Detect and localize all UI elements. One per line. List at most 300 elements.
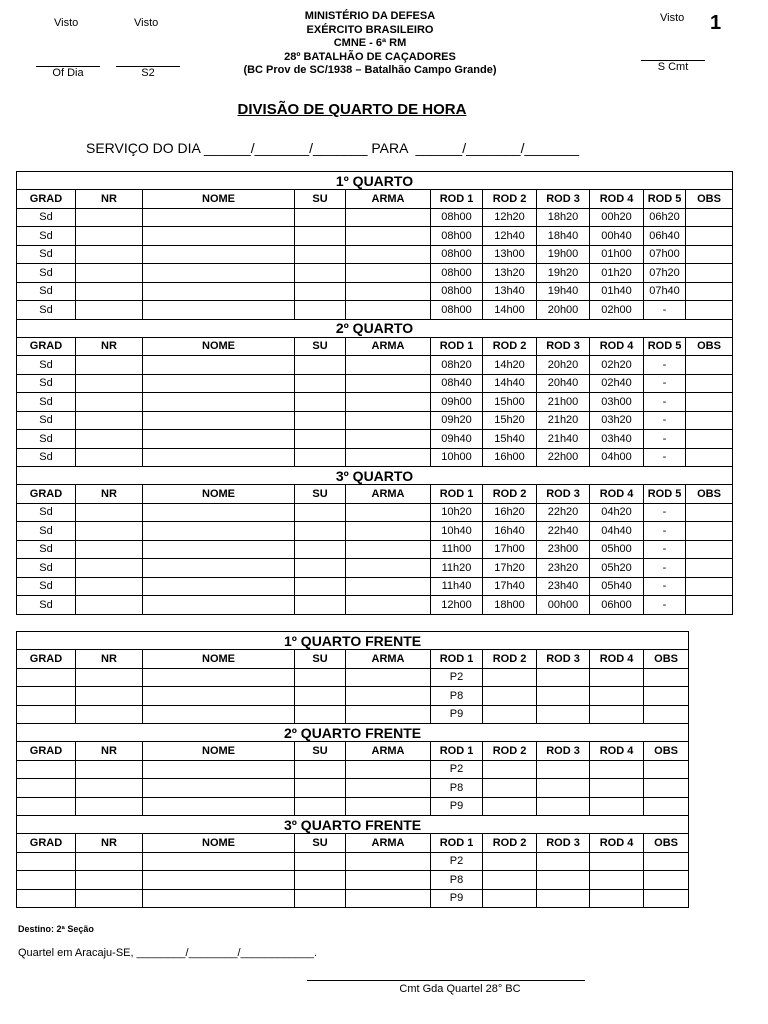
table-cell	[295, 282, 346, 301]
visto-label-s-cmt: Visto	[660, 12, 685, 24]
table-cell: Sd	[17, 374, 76, 393]
table-cell: P8	[431, 871, 483, 890]
column-header: ROD 4	[590, 337, 644, 356]
table-cell	[537, 705, 590, 724]
table-cell	[346, 871, 431, 890]
table-cell	[76, 540, 143, 559]
table-cell	[590, 668, 644, 687]
table-row	[17, 448, 733, 467]
header-line: EXÉRCITO BRASILEIRO	[306, 23, 434, 36]
column-header: OBS	[686, 485, 733, 504]
table-cell	[76, 208, 143, 227]
table-cell: 22h00	[537, 448, 590, 467]
column-header: SU	[295, 742, 346, 761]
column-header: GRAD	[17, 834, 76, 853]
header-line: 28º BATALHÃO DE CAÇADORES	[284, 50, 456, 63]
table-row	[17, 797, 689, 816]
table-cell	[76, 393, 143, 412]
column-header: OBS	[686, 337, 733, 356]
table-cell	[295, 687, 346, 706]
table-cell	[686, 430, 733, 449]
column-header: SU	[295, 834, 346, 853]
table-cell	[143, 779, 295, 798]
table-cell	[686, 227, 733, 246]
table-cell	[143, 596, 295, 615]
table-cell	[295, 871, 346, 890]
table-cell	[295, 208, 346, 227]
table-cell: 04h20	[590, 503, 644, 522]
table-row	[17, 540, 733, 559]
visto-label-of-dia: Visto	[54, 17, 79, 29]
section-title: 1º QUARTO	[17, 172, 733, 190]
table-cell	[483, 797, 537, 816]
table-row	[17, 760, 689, 779]
table-cell	[346, 264, 431, 283]
table-cell	[686, 577, 733, 596]
page-number: 1	[710, 12, 722, 34]
column-header: OBS	[686, 190, 733, 209]
table-cell	[76, 264, 143, 283]
table-cell	[346, 245, 431, 264]
table-cell: 19h40	[537, 282, 590, 301]
table-cell	[143, 540, 295, 559]
table-cell	[686, 245, 733, 264]
table-cell	[143, 374, 295, 393]
table-cell: Sd	[17, 411, 76, 430]
table-cell	[686, 208, 733, 227]
table-cell	[483, 687, 537, 706]
table-cell	[346, 393, 431, 412]
column-header: SU	[295, 337, 346, 356]
column-header: OBS	[644, 834, 689, 853]
table-row	[17, 577, 733, 596]
table-cell	[686, 356, 733, 375]
table-cell	[346, 356, 431, 375]
signature-label-s-cmt: S Cmt	[657, 61, 689, 73]
table-cell	[143, 430, 295, 449]
table-cell: 23h20	[537, 559, 590, 578]
table-cell	[295, 374, 346, 393]
table-cell: -	[644, 559, 686, 578]
table-cell	[143, 705, 295, 724]
table-cell	[17, 889, 76, 908]
table-cell	[295, 779, 346, 798]
table-cell: 02h00	[590, 301, 644, 320]
section-title-row	[17, 172, 733, 190]
table-row	[17, 705, 689, 724]
table-cell	[346, 687, 431, 706]
table-cell	[537, 760, 590, 779]
table-cell	[143, 687, 295, 706]
table-cell: -	[644, 577, 686, 596]
column-header: ROD 5	[644, 337, 686, 356]
table-row	[17, 687, 689, 706]
column-header-row	[17, 742, 689, 761]
table-cell	[295, 245, 346, 264]
table-cell	[483, 668, 537, 687]
table-cell: 04h40	[590, 522, 644, 541]
table-cell	[76, 889, 143, 908]
table-cell	[17, 779, 76, 798]
table-cell	[143, 852, 295, 871]
column-header: ROD 3	[537, 742, 590, 761]
table-cell	[143, 301, 295, 320]
column-header: ARMA	[346, 337, 431, 356]
table-cell	[143, 503, 295, 522]
table-cell: 08h00	[431, 227, 483, 246]
table-cell: 15h00	[483, 393, 537, 412]
table-cell	[483, 889, 537, 908]
column-header: SU	[295, 190, 346, 209]
table-row	[17, 503, 733, 522]
column-header-row	[17, 190, 733, 209]
column-header: NOME	[143, 485, 295, 504]
column-header: NOME	[143, 337, 295, 356]
table-cell: 17h40	[483, 577, 537, 596]
column-header: ROD 5	[644, 190, 686, 209]
column-header: ROD 3	[537, 650, 590, 669]
table-cell: 08h00	[431, 301, 483, 320]
table-cell: Sd	[17, 282, 76, 301]
table-cell	[346, 559, 431, 578]
table-cell: 06h00	[590, 596, 644, 615]
table-cell: P2	[431, 668, 483, 687]
institution-header	[200, 10, 540, 78]
signature-label-of-dia: Of Dia	[52, 67, 84, 79]
table-cell	[76, 301, 143, 320]
table-cell	[686, 393, 733, 412]
column-header: NR	[76, 485, 143, 504]
column-header: ROD 3	[537, 834, 590, 853]
table-cell	[346, 282, 431, 301]
table-cell	[590, 889, 644, 908]
table-cell	[76, 522, 143, 541]
column-header: NOME	[143, 742, 295, 761]
table-cell: 01h40	[590, 282, 644, 301]
table-cell	[76, 577, 143, 596]
servico-line: SERVIÇO DO DIA ______/_______/_______ PARA ______/_______/_______	[86, 140, 579, 156]
table-cell	[295, 760, 346, 779]
column-header: NR	[76, 190, 143, 209]
table-cell: Sd	[17, 503, 76, 522]
table-cell: 11h40	[431, 577, 483, 596]
table-cell	[143, 356, 295, 375]
table-cell	[346, 779, 431, 798]
column-header: NR	[76, 337, 143, 356]
section-title-row	[17, 467, 733, 485]
table-cell	[295, 503, 346, 522]
table-cell	[17, 760, 76, 779]
table-cell	[143, 797, 295, 816]
table-cell: 10h20	[431, 503, 483, 522]
table-cell	[295, 448, 346, 467]
table-cell: 16h40	[483, 522, 537, 541]
table-cell	[17, 668, 76, 687]
table-cell	[686, 411, 733, 430]
table-cell	[346, 411, 431, 430]
table-cell: -	[644, 522, 686, 541]
table-cell	[295, 411, 346, 430]
table-row	[17, 301, 733, 320]
column-header: ARMA	[346, 190, 431, 209]
table-cell	[346, 448, 431, 467]
table-cell: 07h00	[644, 245, 686, 264]
column-header: NOME	[143, 834, 295, 853]
table-cell	[483, 705, 537, 724]
column-header: ROD 2	[483, 485, 537, 504]
column-header: NOME	[143, 190, 295, 209]
table-cell: 18h20	[537, 208, 590, 227]
table-cell	[295, 264, 346, 283]
table-cell: 08h00	[431, 245, 483, 264]
table-cell: 09h20	[431, 411, 483, 430]
table-cell: 05h00	[590, 540, 644, 559]
table-cell: Sd	[17, 227, 76, 246]
table-cell: 12h40	[483, 227, 537, 246]
table-cell	[644, 852, 689, 871]
table-cell: P9	[431, 889, 483, 908]
table-cell	[537, 687, 590, 706]
column-header: OBS	[644, 742, 689, 761]
table-cell: 00h00	[537, 596, 590, 615]
table-cell	[295, 797, 346, 816]
column-header: ROD 2	[483, 337, 537, 356]
table-cell	[76, 448, 143, 467]
table-cell	[143, 577, 295, 596]
section-title: 3º QUARTO FRENTE	[17, 816, 689, 834]
table-cell	[295, 522, 346, 541]
table-cell	[537, 871, 590, 890]
table-cell	[537, 889, 590, 908]
column-header: ROD 3	[537, 190, 590, 209]
table-cell: 08h20	[431, 356, 483, 375]
column-header: NOME	[143, 650, 295, 669]
column-header: SU	[295, 650, 346, 669]
quartel-date-line: Quartel em Aracaju-SE, ________/________/____________.	[18, 947, 318, 959]
column-header: GRAD	[17, 337, 76, 356]
table-cell	[295, 356, 346, 375]
table-cell	[143, 245, 295, 264]
table-cell	[483, 871, 537, 890]
column-header: ROD 4	[590, 742, 644, 761]
header-line: MINISTÉRIO DA DEFESA	[304, 10, 436, 22]
column-header-row	[17, 650, 689, 669]
table-cell	[346, 596, 431, 615]
table-cell: 18h40	[537, 227, 590, 246]
table-cell: 02h40	[590, 374, 644, 393]
table-cell	[295, 668, 346, 687]
table-cell	[143, 559, 295, 578]
table-cell: 00h40	[590, 227, 644, 246]
table-cell: 17h00	[483, 540, 537, 559]
table-cell: Sd	[17, 430, 76, 449]
table-cell: -	[644, 430, 686, 449]
table-cell	[346, 577, 431, 596]
table-cell: Sd	[17, 301, 76, 320]
signature-label-s2: S2	[141, 67, 155, 79]
table-cell: 08h00	[431, 208, 483, 227]
table-cell	[143, 227, 295, 246]
table-cell	[644, 760, 689, 779]
table-cell	[346, 705, 431, 724]
signature-label-cmt-gda: Cmt Gda Quartel 28° BC	[399, 983, 521, 995]
table-cell: Sd	[17, 540, 76, 559]
table-cell: 01h00	[590, 245, 644, 264]
signature-line-cmt-gda	[307, 980, 585, 981]
table-cell: 03h00	[590, 393, 644, 412]
column-header: ROD 2	[483, 190, 537, 209]
table-row	[17, 227, 733, 246]
table-cell	[76, 871, 143, 890]
table-row	[17, 852, 689, 871]
table-cell	[295, 540, 346, 559]
table-cell: 09h00	[431, 393, 483, 412]
table-cell	[76, 596, 143, 615]
table-cell	[295, 430, 346, 449]
table-cell	[346, 852, 431, 871]
table-row	[17, 596, 733, 615]
table-cell	[76, 779, 143, 798]
table-cell: 11h20	[431, 559, 483, 578]
table-cell: -	[644, 301, 686, 320]
column-header: ARMA	[346, 485, 431, 504]
column-header: ROD 1	[431, 485, 483, 504]
table-cell: 22h40	[537, 522, 590, 541]
table-cell: -	[644, 411, 686, 430]
table-cell: 07h20	[644, 264, 686, 283]
table-row	[17, 356, 733, 375]
column-header: ARMA	[346, 650, 431, 669]
table-cell	[346, 760, 431, 779]
table-cell: 12h00	[431, 596, 483, 615]
table-cell	[17, 852, 76, 871]
table-cell	[686, 540, 733, 559]
table-cell: Sd	[17, 264, 76, 283]
table-cell	[76, 245, 143, 264]
table-cell	[537, 852, 590, 871]
table-cell	[346, 301, 431, 320]
table-cell: P8	[431, 779, 483, 798]
table-row	[17, 522, 733, 541]
table-cell	[76, 282, 143, 301]
section-title: 1º QUARTO FRENTE	[17, 632, 689, 650]
column-header: ROD 4	[590, 650, 644, 669]
section-title: 2º QUARTO FRENTE	[17, 724, 689, 742]
table-cell: P8	[431, 687, 483, 706]
table-cell: 19h20	[537, 264, 590, 283]
table-cell	[686, 596, 733, 615]
table-cell	[590, 779, 644, 798]
table-cell: 20h40	[537, 374, 590, 393]
column-header: ROD 3	[537, 485, 590, 504]
table-cell	[76, 687, 143, 706]
header-line: CMNE - 6ª RM	[333, 37, 407, 49]
table-cell: Sd	[17, 245, 76, 264]
table-cell	[143, 411, 295, 430]
table-cell: P9	[431, 705, 483, 724]
column-header: ARMA	[346, 834, 431, 853]
table-cell	[143, 522, 295, 541]
column-header: GRAD	[17, 485, 76, 504]
table-cell	[76, 705, 143, 724]
column-header: SU	[295, 485, 346, 504]
column-header: ROD 3	[537, 337, 590, 356]
table-cell: 23h40	[537, 577, 590, 596]
table-cell	[346, 797, 431, 816]
column-header: ROD 1	[431, 190, 483, 209]
table-cell	[143, 760, 295, 779]
column-header: NR	[76, 834, 143, 853]
table-cell: 02h20	[590, 356, 644, 375]
table-cell	[346, 208, 431, 227]
table-cell: -	[644, 393, 686, 412]
table-cell	[76, 503, 143, 522]
table-cell: 06h40	[644, 227, 686, 246]
table-cell	[590, 797, 644, 816]
table-cell: 15h20	[483, 411, 537, 430]
column-header-row	[17, 485, 733, 504]
table-cell: -	[644, 448, 686, 467]
table-cell: 22h20	[537, 503, 590, 522]
table-cell: 20h00	[537, 301, 590, 320]
column-header: ROD 4	[590, 834, 644, 853]
table-cell	[76, 411, 143, 430]
column-header-row	[17, 337, 733, 356]
table-cell	[76, 374, 143, 393]
table-cell: 07h40	[644, 282, 686, 301]
table-cell: 21h20	[537, 411, 590, 430]
table-cell	[483, 852, 537, 871]
table-cell	[686, 559, 733, 578]
table-cell	[295, 852, 346, 871]
table-cell: 10h00	[431, 448, 483, 467]
visto-label-s2: Visto	[134, 17, 159, 29]
table-cell	[143, 668, 295, 687]
table-cell	[143, 264, 295, 283]
table-row	[17, 779, 689, 798]
table-cell: 14h00	[483, 301, 537, 320]
table-cell	[644, 668, 689, 687]
table-cell	[686, 282, 733, 301]
table-cell	[644, 871, 689, 890]
table-cell	[76, 797, 143, 816]
section-title-row	[17, 816, 689, 834]
table-cell: P2	[431, 852, 483, 871]
column-header: NR	[76, 650, 143, 669]
column-header: GRAD	[17, 742, 76, 761]
table-cell	[76, 668, 143, 687]
table-row	[17, 208, 733, 227]
table-cell: 14h40	[483, 374, 537, 393]
table-cell: -	[644, 596, 686, 615]
table-cell: 21h00	[537, 393, 590, 412]
table-cell	[686, 264, 733, 283]
table-cell: -	[644, 503, 686, 522]
table-cell: 04h00	[590, 448, 644, 467]
table-cell	[295, 393, 346, 412]
table-cell	[537, 779, 590, 798]
table-row	[17, 889, 689, 908]
table-cell: 05h40	[590, 577, 644, 596]
table-cell: Sd	[17, 577, 76, 596]
table-cell	[346, 540, 431, 559]
table-cell	[143, 208, 295, 227]
table-cell	[76, 760, 143, 779]
table-cell: 09h40	[431, 430, 483, 449]
quarto-table	[16, 171, 733, 615]
table-row	[17, 245, 733, 264]
column-header: ROD 2	[483, 834, 537, 853]
